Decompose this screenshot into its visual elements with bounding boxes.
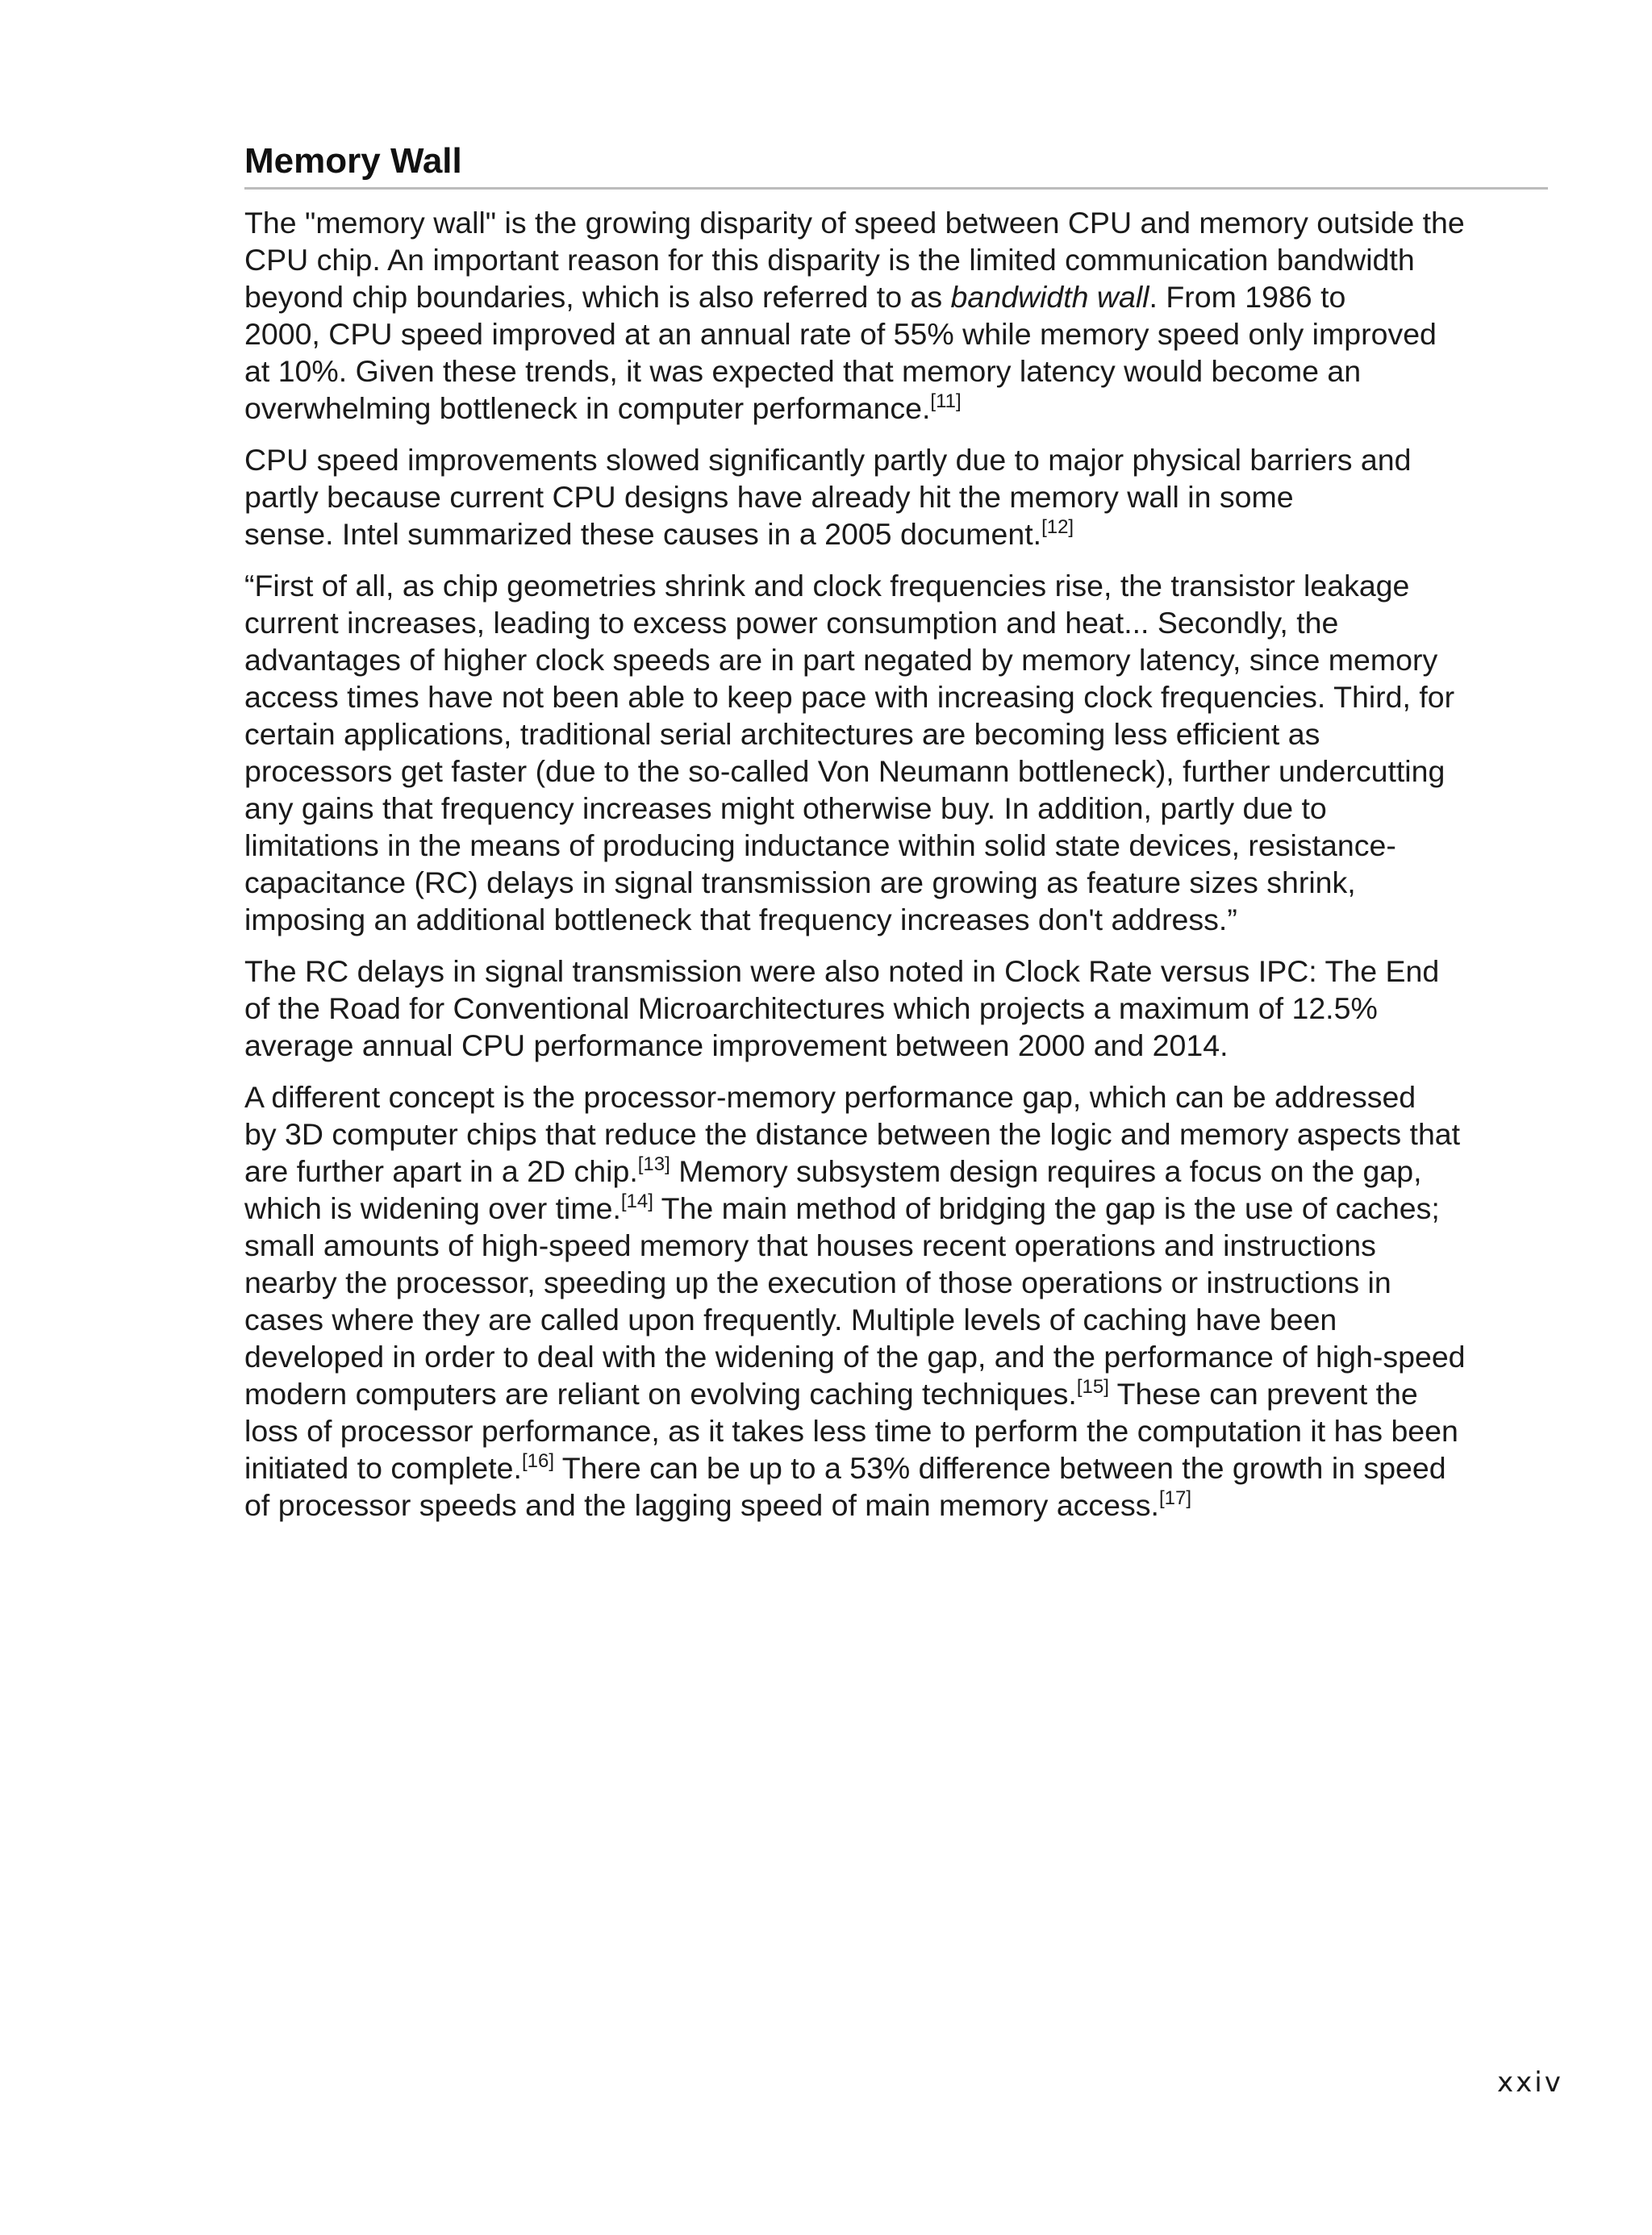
text-line: 2000, CPU speed improved at an annual rate of 55% while memory speed only improved bbox=[244, 317, 1437, 351]
text-line: advantages of higher clock speeds are in part negated by memory latency, since memory bbox=[244, 643, 1438, 677]
text-line: current increases, leading to excess power consumption and heat... Secondly, the bbox=[244, 606, 1339, 640]
text-line: are further apart in a 2D chip.[13] Memory subsystem design requires a focus on the gap, bbox=[244, 1153, 1422, 1188]
paragraph bbox=[244, 953, 1548, 1064]
text-line: loss of processor performance, as it takes less time to perform the computation it has been bbox=[244, 1414, 1458, 1448]
text-line: The RC delays in signal transmission were also noted in Clock Rate versus IPC: The End bbox=[244, 954, 1440, 988]
text-line: access times have not been able to keep pace with increasing clock frequencies. Third, for bbox=[244, 680, 1455, 714]
citation-reference[interactable]: [15] bbox=[1076, 1376, 1109, 1398]
citation-reference[interactable]: [12] bbox=[1041, 516, 1074, 538]
text-line: which is widening over time.[14] The main method of bridging the gap is the use of caches; bbox=[244, 1190, 1440, 1225]
text-line: by 3D computer chips that reduce the distance between the logic and memory aspects that bbox=[244, 1117, 1461, 1151]
paragraph bbox=[244, 204, 1548, 427]
text-line: of processor speeds and the lagging speed of main memory access.[17] bbox=[244, 1487, 1191, 1522]
text-line: limitations in the means of producing inductance within solid state devices, resistance- bbox=[244, 828, 1396, 862]
text-line: modern computers are reliant on evolving caching techniques.[15] These can prevent the bbox=[244, 1376, 1418, 1411]
page-number: xxiv bbox=[1497, 2066, 1563, 2099]
citation-reference[interactable]: [17] bbox=[1158, 1487, 1191, 1509]
section-heading: Memory Wall bbox=[244, 137, 1548, 190]
text-line: average annual CPU performance improvement between 2000 and 2014. bbox=[244, 1028, 1229, 1062]
text-line: overwhelming bottleneck in computer performance.[11] bbox=[244, 390, 962, 425]
text-line: CPU speed improvements slowed significantly partly due to major physical barriers and bbox=[244, 443, 1412, 477]
text-line: sense. Intel summarized these causes in a 2005 document.[12] bbox=[244, 516, 1074, 551]
text-line: beyond chip boundaries, which is also referred to as bandwidth wall. From 1986 to bbox=[244, 280, 1346, 314]
text-line: partly because current CPU designs have already hit the memory wall in some bbox=[244, 480, 1294, 514]
text-line: “First of all, as chip geometries shrink and clock frequencies rise, the transistor leakage bbox=[244, 569, 1410, 603]
citation-reference[interactable]: [14] bbox=[620, 1190, 653, 1212]
text-line: A different concept is the processor-memory performance gap, which can be addressed bbox=[244, 1080, 1416, 1114]
page-body bbox=[244, 137, 1548, 1524]
text-line: nearby the processor, speeding up the execution of those operations or instructions in bbox=[244, 1266, 1391, 1299]
text-line: at 10%. Given these trends, it was expected that memory latency would become an bbox=[244, 354, 1362, 388]
text-line: developed in order to deal with the widening of the gap, and the performance of high-speed bbox=[244, 1340, 1466, 1374]
paragraph-container bbox=[244, 204, 1548, 1524]
text-line: any gains that frequency increases might otherwise buy. In addition, partly due to bbox=[244, 791, 1327, 825]
text-line: CPU chip. An important reason for this disparity is the limited communication bandwidth bbox=[244, 243, 1415, 277]
text-line: small amounts of high-speed memory that houses recent operations and instructions bbox=[244, 1228, 1376, 1262]
emphasized-term: bandwidth wall bbox=[950, 280, 1149, 314]
paragraph bbox=[244, 441, 1548, 552]
text-line: capacitance (RC) delays in signal transmission are growing as feature sizes shrink, bbox=[244, 865, 1356, 899]
citation-reference[interactable]: [11] bbox=[930, 390, 962, 412]
paragraph bbox=[244, 567, 1548, 938]
text-line: certain applications, traditional serial architectures are becoming less efficient as bbox=[244, 717, 1320, 751]
citation-reference[interactable]: [16] bbox=[521, 1450, 554, 1472]
text-line: cases where they are called upon frequently. Multiple levels of caching have been bbox=[244, 1303, 1337, 1336]
text-line: initiated to complete.[16] There can be up to a 53% difference between the growth in speed bbox=[244, 1450, 1446, 1485]
text-line: processors get faster (due to the so-called Von Neumann bottleneck), further undercutting bbox=[244, 754, 1446, 788]
text-line: The "memory wall" is the growing disparity of speed between CPU and memory outside the bbox=[244, 206, 1465, 240]
citation-reference[interactable]: [13] bbox=[637, 1153, 670, 1175]
paragraph bbox=[244, 1078, 1548, 1524]
text-line: of the Road for Conventional Microarchitectures which projects a maximum of 12.5% bbox=[244, 991, 1378, 1025]
text-line: imposing an additional bottleneck that frequency increases don't address.” bbox=[244, 903, 1237, 936]
